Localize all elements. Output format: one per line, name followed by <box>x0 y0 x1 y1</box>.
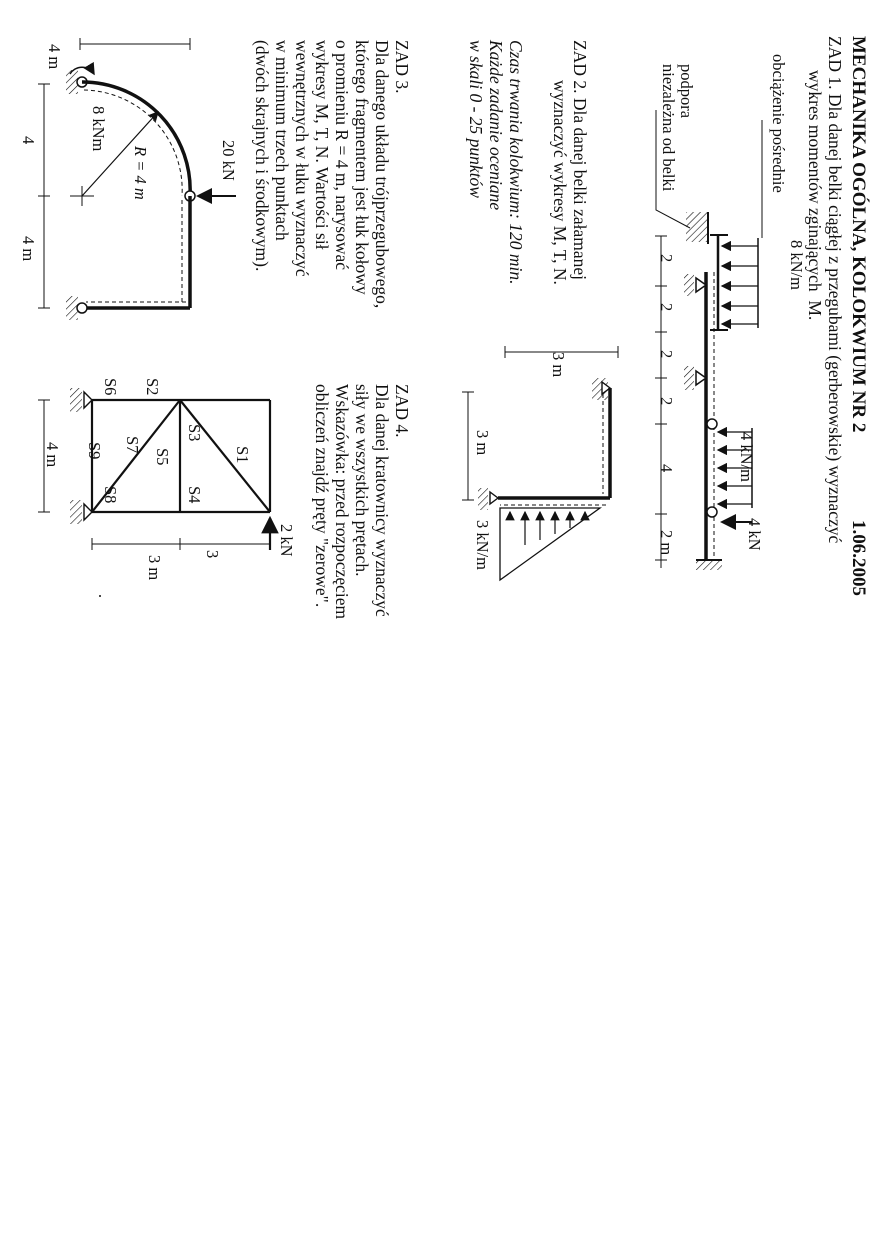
zad2-load: 3 kN/m <box>473 520 492 570</box>
zad1-line2: wykres momentów zginających M. <box>805 70 825 321</box>
zad1-dim: 4 <box>657 464 676 473</box>
zad3-line: ZAD 3. <box>392 40 412 94</box>
zad3-line: o promieniu R = 4 m, narysować <box>332 40 352 271</box>
zad3-radius: R = 4 m <box>131 146 150 200</box>
zad3-line: Dla danego układu trójprzegubowego, <box>372 40 392 309</box>
truss-bar-label: S9 <box>85 442 104 460</box>
zad4-force: 2 kN <box>277 524 296 557</box>
zad4-line: ZAD 4. <box>392 384 412 438</box>
zad1-label-support2: niezależna od belki <box>659 64 678 192</box>
truss-bar-label: S1 <box>233 446 252 464</box>
zad3-moment: 8 kNm <box>89 106 108 152</box>
truss-bar-label: S7 <box>123 436 142 454</box>
zad3-line: wykresy M, T, N. Wartości sił <box>312 40 332 250</box>
info-line2: Każde zadanie oceniane <box>486 40 506 211</box>
page-title: MECHANIKA OGÓLNA, KOLOKWIUM NR 2 <box>848 36 869 433</box>
zad1-dim: 2 <box>657 350 676 359</box>
zad3-force: 20 kN <box>219 140 238 181</box>
zad1-load1: 8 kN/m <box>787 240 806 290</box>
truss-bar-label: S6 <box>101 378 120 396</box>
zad3-line: w minimum trzech punktach <box>272 40 292 241</box>
zad3-dim-top: 4 m <box>45 44 64 70</box>
zad2-line1: ZAD 2. Dla danej belki załamanej <box>570 40 590 281</box>
truss-bar-label: S8 <box>101 486 120 504</box>
zad4-line: siły we wszystkich prętach. <box>352 384 372 577</box>
zad1-dim: 2 <box>657 254 676 263</box>
zad1-load2: 4 kN/m <box>737 432 756 482</box>
truss-bar-label: S3 <box>185 424 204 442</box>
zad4-dim: 3 m <box>145 555 164 581</box>
zad1-force: 4 kN <box>745 518 764 551</box>
zad3-line: wewnętrznych w łuku wyznaczyć <box>292 40 312 277</box>
zad4-line: obliczeń znajdź pręty "zerowe". <box>312 384 332 608</box>
zad2-dim-bottom: 3 m <box>473 430 492 456</box>
zad3-dim: 4 m <box>19 236 38 262</box>
truss-bar-label: S2 <box>143 378 162 396</box>
zad4-dim: 3 <box>203 550 222 559</box>
truss-bar-label: S4 <box>185 486 204 504</box>
info-line1: Czas trwania kolokwium: 120 min. <box>506 40 526 285</box>
zad1-dim: 2 m <box>657 530 676 556</box>
zad4-line: Wskazówka: przed rozpoczęciem <box>332 384 352 620</box>
zad1-label-load: obciążenie pośrednie <box>769 54 788 193</box>
zad3-dim: 4 <box>19 136 38 145</box>
info-line3: w skali 0 - 25 punktów <box>466 40 486 198</box>
zad2-line2: wyznaczyć wykresy M, T, N. <box>550 80 570 285</box>
zad3-line: którego fragmentem jest łuk kołowy <box>352 40 372 295</box>
truss-bar-label: S5 <box>153 448 172 466</box>
zad1-label-support: podpora <box>677 64 696 119</box>
zad1-line1: ZAD 1. Dla danej belki ciągłej z przegubami (gerberowskie) wyznaczyć <box>825 36 845 544</box>
exam-date: 1.06.2005 <box>848 520 869 596</box>
zad3-line: (dwóch skrajnych i środkowym). <box>252 40 272 272</box>
zad4-line: Dla danej kratownicy wyznaczyć <box>372 384 392 617</box>
zad1-dim: 2 <box>657 397 676 406</box>
zad1-dim: 2 <box>657 303 676 312</box>
zad4-dim-left: 4 m <box>43 442 62 468</box>
zad2-dim-top: 3 m <box>549 352 568 378</box>
